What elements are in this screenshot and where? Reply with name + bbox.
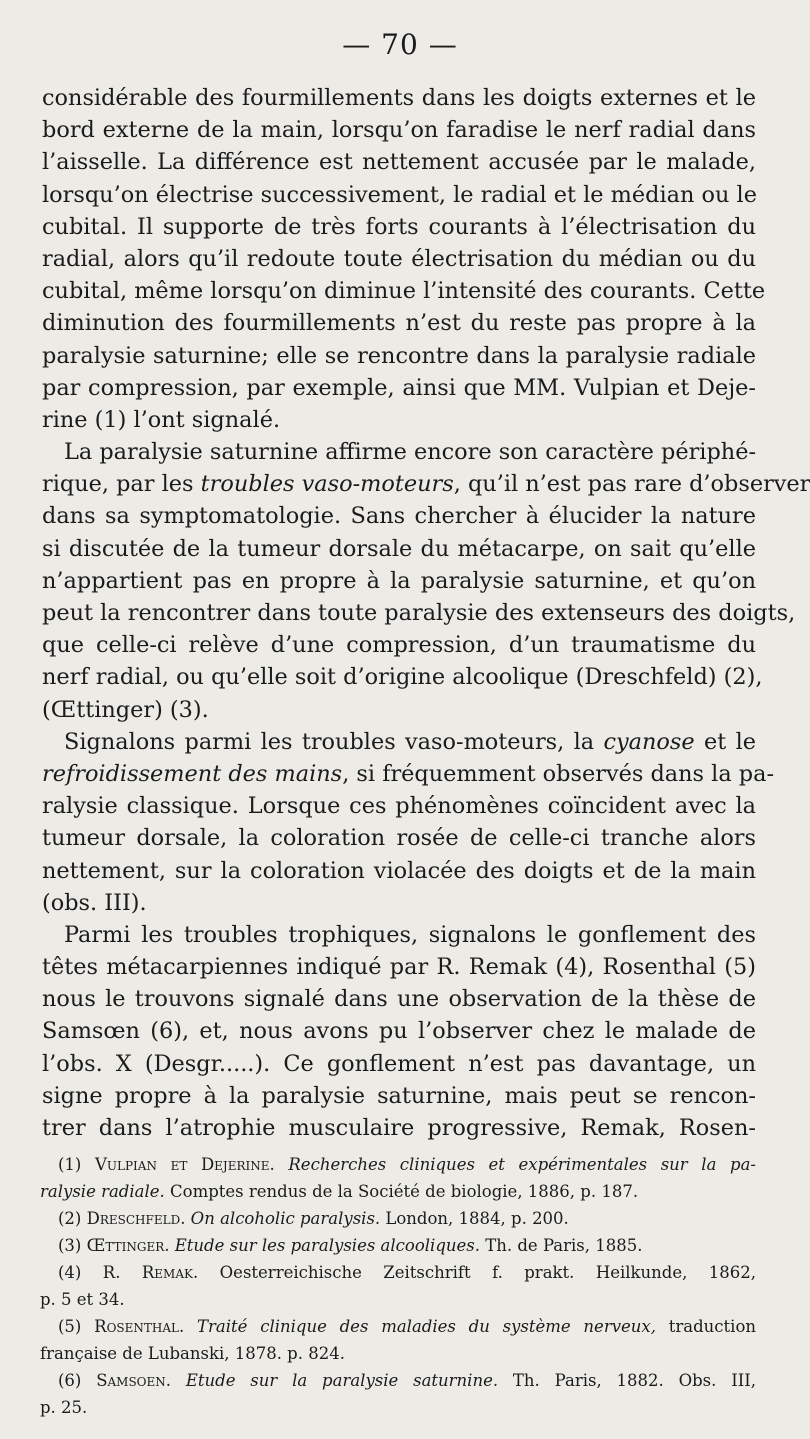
- text-line: cubital, même lorsqu’on diminue l’intensité des courants. Cette: [42, 278, 766, 305]
- text-line: lorsqu’on électrise successivement, le radial et le médian ou le: [42, 181, 757, 208]
- text-segment: et le: [694, 728, 756, 755]
- italic-term: troubles vaso-moteurs: [200, 471, 454, 498]
- text-segment: (5): [58, 1317, 95, 1336]
- text-segment: (2): [58, 1209, 87, 1228]
- text-line: nettement, sur la coloration violacée des doigts et de la main: [42, 857, 756, 884]
- text-line: peut la rencontrer dans toute paralysie des extenseurs des doigts,: [42, 600, 796, 626]
- text-segment: London, 1884, p. 200.: [380, 1209, 569, 1228]
- text-segment: (6): [58, 1371, 97, 1390]
- footnote-line: [40, 1313, 756, 1340]
- text-segment: Comptes rendus de la Société de biologie, 1886, p. 187.: [164, 1182, 639, 1201]
- work-title: ralysie radiale.: [40, 1182, 165, 1201]
- text-segment: , si fréquemment observés dans la pa-: [342, 760, 775, 787]
- text-line: dans sa symptomatologie. Sans chercher à élucider la nature: [42, 503, 756, 530]
- text-line: tumeur dorsale, la coloration rosée de celle-ci tranche alors: [42, 825, 756, 852]
- text-segment: Signalons parmi les troubles vaso-moteurs, la: [64, 728, 604, 755]
- footnote-line: [40, 1205, 756, 1232]
- footnote-line: [40, 1151, 756, 1178]
- text-line: par compression, par exemple, ainsi que MM. Vulpian et Deje-: [42, 374, 756, 401]
- text-line: nerf radial, ou qu’elle soit d’origine alcoolique (Dreschfeld) (2),: [42, 664, 763, 691]
- text-line: [42, 758, 775, 790]
- text-segment: , qu’il n’est pas rare d’observer: [453, 471, 810, 498]
- text-line: que celle-ci relève d’une compression, d’un traumatisme du: [42, 632, 756, 659]
- text-line: considérable des fourmillements dans les doigts externes et le: [42, 85, 756, 111]
- footnote-line: [40, 1286, 756, 1313]
- italic-term: refroidissement des mains: [42, 760, 343, 787]
- text-line: l’obs. X (Desgr.....). Ce gonflement n’est pas davantage, un: [42, 1050, 756, 1077]
- body-text: [42, 82, 810, 1144]
- author-name: Rosenthal.: [94, 1317, 185, 1336]
- author-name: Vulpian et Dejerine.: [94, 1155, 275, 1174]
- text-line: (obs. III).: [42, 889, 147, 916]
- footnotes: [40, 1151, 756, 1421]
- text-line: (Œttinger) (3).: [42, 696, 209, 723]
- author-name: Dreschfeld.: [86, 1209, 186, 1228]
- footnote-line: [40, 1259, 756, 1286]
- work-title: Etude sur la paralysie saturnine.: [171, 1371, 499, 1390]
- text-line: diminution des fourmillements n’est du reste pas propre à la: [42, 310, 756, 337]
- text-line: radial, alors qu’il redoute toute électrisation du médian ou du: [42, 245, 756, 272]
- footnote-line: [40, 1367, 756, 1394]
- text-segment: française de Lubanski, 1878. p. 824.: [40, 1344, 345, 1363]
- footnote-line: [40, 1340, 756, 1367]
- footnote-line: [40, 1178, 756, 1205]
- author-name: Remak.: [141, 1263, 199, 1282]
- text-line: Parmi les troubles trophiques, signalons le gonflement des: [64, 921, 756, 948]
- text-line: cubital. Il supporte de très forts courants à l’électrisation du: [42, 213, 756, 240]
- text-segment: rique, par les: [42, 471, 201, 498]
- text-line: Samsœn (6), et, nous avons pu l’observer chez le malade de: [42, 1018, 756, 1045]
- footnote-line: [40, 1232, 756, 1259]
- work-title: Traité clinique des maladies du système nerveux,: [184, 1317, 656, 1336]
- text-line: rine (1) l’ont signalé.: [42, 406, 281, 433]
- text-line: signe propre à la paralysie saturnine, mais peut se rencon-: [42, 1082, 756, 1109]
- text-line: paralysie saturnine; elle se rencontre dans la paralysie radiale: [42, 342, 756, 369]
- text-segment: p. 5 et 34.: [40, 1290, 125, 1309]
- work-title: Etude sur les paralysies alcooliques.: [169, 1236, 480, 1255]
- text-segment: Th. Paris, 1882. Obs. III,: [498, 1371, 756, 1390]
- text-segment: (1): [58, 1155, 95, 1174]
- work-title: On alcoholic paralysis.: [185, 1209, 381, 1228]
- page-number: — 70 —: [342, 28, 458, 61]
- text-segment: traduction: [655, 1317, 757, 1336]
- text-line: l’aisselle. La différence est nettement accusée par le malade,: [42, 149, 756, 176]
- text-line: [42, 726, 756, 758]
- text-line: si discutée de la tumeur dorsale du métacarpe, on sait qu’elle: [42, 535, 756, 562]
- text-segment: p. 25.: [40, 1398, 88, 1417]
- text-line: ralysie classique. Lorsque ces phénomènes coïncident avec la: [42, 793, 756, 820]
- footnote-line: [40, 1394, 756, 1421]
- text-segment: (4) R.: [58, 1263, 142, 1282]
- text-line: La paralysie saturnine affirme encore son caractère périphé-: [64, 439, 757, 466]
- text-segment: (3): [58, 1236, 87, 1255]
- text-line: bord externe de la main, lorsqu’on faradise le nerf radial dans: [42, 117, 756, 144]
- text-line: nous le trouvons signalé dans une observation de la thèse de: [42, 986, 756, 1013]
- text-line: [42, 468, 810, 500]
- italic-term: cyanose: [603, 728, 695, 755]
- work-title: Recherches cliniques et expérimentales sur la pa-: [274, 1155, 756, 1174]
- text-segment: Oesterreichische Zeitschrift f. prakt. Heilkunde, 1862,: [198, 1263, 756, 1282]
- author-name: Samsoen.: [96, 1371, 172, 1390]
- text-line: têtes métacarpiennes indiqué par R. Remak (4), Rosenthal (5): [42, 954, 756, 981]
- text-segment: Th. de Paris, 1885.: [480, 1236, 643, 1255]
- text-line: n’appartient pas en propre à la paralysie saturnine, et qu’on: [42, 567, 756, 594]
- author-name: Œttinger.: [86, 1236, 170, 1255]
- text-line: trer dans l’atrophie musculaire progressive, Remak, Rosen-: [42, 1115, 756, 1141]
